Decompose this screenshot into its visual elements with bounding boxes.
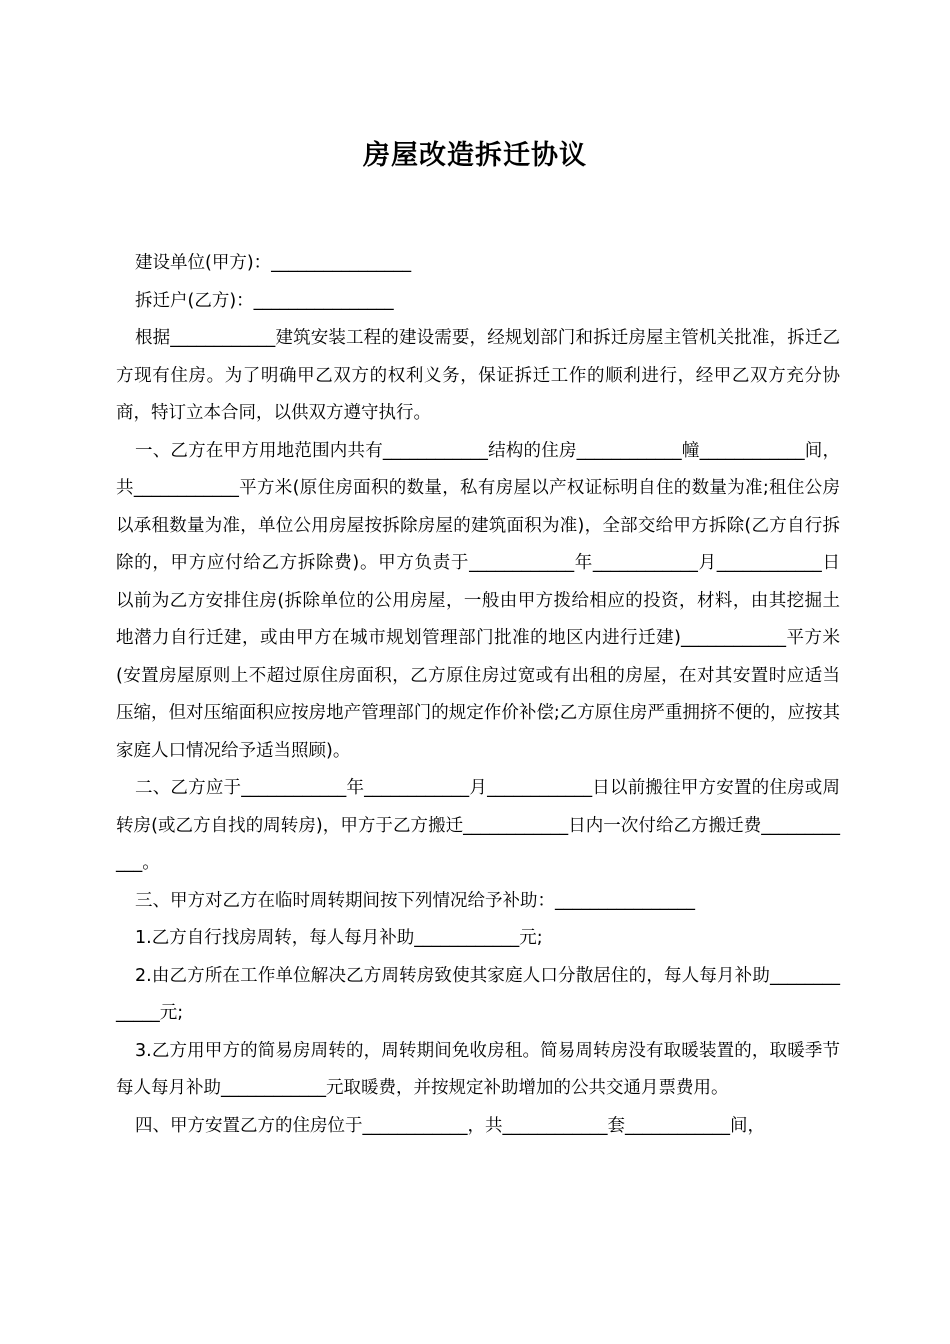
- party-b-line: 拆迁户(乙方)：________________: [135, 290, 394, 311]
- party-a-line: 建设单位(甲方)：________________: [135, 253, 412, 273]
- preamble-paragraph: 根据____________建筑安装工程的建设需要，经规划部门和拆迁房屋主管机关批准，拆迁乙方现有住房。为了明确甲乙双方的权利义务，保证拆迁工作的顺利进行，经甲乙双方充分协商，特订立本合同，以供双方遵守执行。: [116, 328, 840, 423]
- document-body: [116, 245, 840, 1145]
- clause-3-paragraph: 三、甲方对乙方在临时周转期间按下列情况给予补助：________________: [135, 890, 695, 911]
- clause-1-paragraph: 一、乙方在甲方用地范围内共有____________结构的住房____________幢____________间，共____________平方米(原住房面积的数量，私有房屋以产权证标明自住的数量为准;租住公房以承租数量为准，单位公用房屋按拆除房屋的建筑面积为准)，全部交给甲方拆除(乙方自行拆除的，甲方应付给乙方拆除费)。甲方负责于____________年____________月____________日以前为乙方安排住房(拆除单位的公用房屋，一般由甲方拨给相应的投资，材料，由其挖掘土地潜力自行迁建，或由甲方在城市规划管理部门批准的地区内进行迁建)____________平方米(安置房屋原则上不超过原住房面积，乙方原住房过宽或有出租的房屋，在对其安置时应适当压缩，但对压缩面积应按房地产管理部门的规定作价补偿;乙方原住房严重拥挤不便的，应按其家庭人口情况给予适当照顾)。: [116, 440, 840, 761]
- clause-2-paragraph: 二、乙方应于____________年____________月____________日以前搬往甲方安置的住房或周转房(或乙方自找的周转房)，甲方于乙方搬迁____________日内一次付给乙方搬迁费____________。: [116, 778, 840, 873]
- clause-4-paragraph: 四、甲方安置乙方的住房位于____________，共____________套____________间，: [135, 1115, 765, 1136]
- clause-3-item-1: 1.乙方自行找房周转，每人每月补助____________元;: [135, 928, 543, 948]
- clause-3-item-3: 3.乙方用甲方的简易房周转的，周转期间免收房租。简易周转房没有取暖装置的，取暖季节每人每月补助____________元取暖费，并按规定补助增加的公共交通月票费用。: [116, 1040, 840, 1098]
- document-title: 房屋改造拆迁协议: [363, 140, 587, 171]
- clause-3-item-2: 2.由乙方所在工作单位解决乙方周转房致使其家庭人口分散居住的，每人每月补助_____________元;: [116, 965, 840, 1023]
